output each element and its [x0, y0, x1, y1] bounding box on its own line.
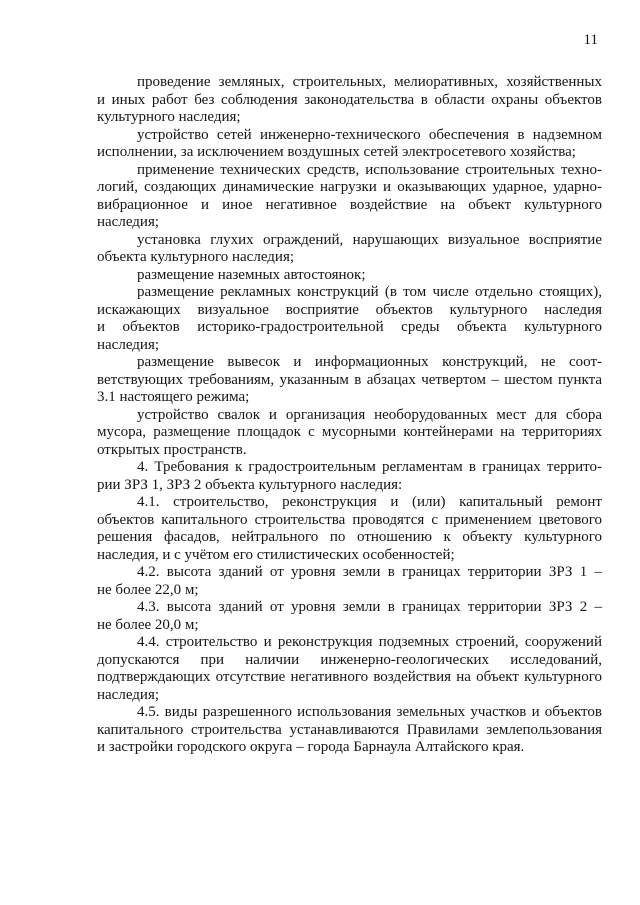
text-line: 4.3. высота зданий от уровня земли в границах территории ЗРЗ 2 –	[137, 599, 602, 615]
text-line: и застройки городского округа – города Барнаула Алтайского края.	[97, 739, 525, 755]
text-line: исполнении, за исключением воздушных сетей электросетевого хозяйства;	[97, 144, 576, 160]
paragraph	[97, 564, 602, 599]
text-line: открытых пространств.	[97, 441, 247, 458]
text-line: устройство свалок и организация необорудованных мест для сбора	[137, 406, 602, 423]
text-line: объектов капитального строительства проводятся с применением цветового	[97, 511, 602, 528]
paragraph	[97, 74, 602, 127]
text-line: искажающих визуальное восприятие объектов культурного наследия	[97, 301, 602, 318]
text-line: применение технических средств, использование строительных техно-	[137, 161, 602, 178]
text-line: размещение наземных автостоянок;	[137, 266, 366, 283]
text-line: 4.1. строительство, реконструкция и (или) капитальный ремонт	[137, 494, 602, 510]
paragraph	[97, 284, 602, 354]
text-line: не более 20,0 м;	[97, 616, 199, 633]
text-line: капитального строительства устанавливаются Правилами землепользования	[97, 721, 602, 738]
document-body	[97, 74, 602, 757]
text-line: наследия;	[97, 336, 160, 353]
text-line: 4.2. высота зданий от уровня земли в границах территории ЗРЗ 1 –	[137, 564, 602, 580]
text-line: установка глухих ограждений, нарушающих визуальное восприятие	[137, 231, 602, 248]
text-line: размещение рекламных конструкций (в том числе отдельно стоящих),	[137, 284, 602, 300]
paragraph	[97, 634, 602, 704]
text-line: ветствующих требованиям, указанным в абзацах четвертом – шестом пункта	[97, 371, 602, 388]
text-line: 4.5. виды разрешенного использования земельных участков и объектов	[137, 704, 602, 720]
text-line: решения фасадов, нейтрального по отношению к объекту культурного	[97, 529, 602, 545]
paragraph	[97, 459, 602, 494]
text-line: проведение земляных, строительных, мелиоративных, хозяйственных	[137, 74, 602, 90]
paragraph	[97, 232, 602, 267]
paragraph	[97, 354, 602, 407]
text-line: не более 22,0 м;	[97, 581, 199, 598]
page-number: 11	[583, 32, 598, 48]
text-line: наследия, и с учётом его стилистических особенностей;	[97, 546, 455, 563]
text-line: и объектов историко-градостроительной среды объекта культурного	[97, 319, 602, 335]
text-line: объекта культурного наследия;	[97, 249, 295, 265]
text-line: размещение вывесок и информационных конструкций, не соот-	[137, 354, 602, 370]
text-line: 4. Требования к градостроительным регламентам в границах террито-	[137, 459, 602, 475]
text-line: наследия;	[97, 214, 160, 230]
text-line: 4.4. строительство и реконструкция подземных строений, сооружений	[137, 634, 602, 650]
paragraph	[97, 494, 602, 564]
text-line: логий, создающих динамические нагрузки и оказывающих ударное, ударно-	[97, 179, 602, 195]
text-line: устройство сетей инженерно-технического обеспечения в надземном	[137, 126, 602, 143]
text-line: наследия;	[97, 686, 160, 703]
text-line: мусора, размещение площадок с мусорными контейнерами на территориях	[97, 424, 602, 440]
text-line: 3.1 настоящего режима;	[97, 389, 250, 405]
paragraph	[97, 267, 602, 285]
text-line: и иных работ без соблюдения законодательства в области охраны объектов	[97, 91, 602, 108]
paragraph	[97, 599, 602, 634]
paragraph	[97, 407, 602, 460]
paragraph	[97, 127, 602, 162]
text-line: допускаются при наличии инженерно-геологических исследований,	[97, 651, 602, 668]
text-line: подтверждающих отсутствие негативного воздействия на объект культурного	[97, 669, 602, 685]
text-line: рии ЗРЗ 1, ЗРЗ 2 объекта культурного наследия:	[97, 476, 403, 493]
text-line: вибрационное и иное негативное воздействие на объект культурного	[97, 196, 602, 213]
paragraph	[97, 704, 602, 757]
paragraph	[97, 162, 602, 232]
text-line: культурного наследия;	[97, 109, 241, 125]
